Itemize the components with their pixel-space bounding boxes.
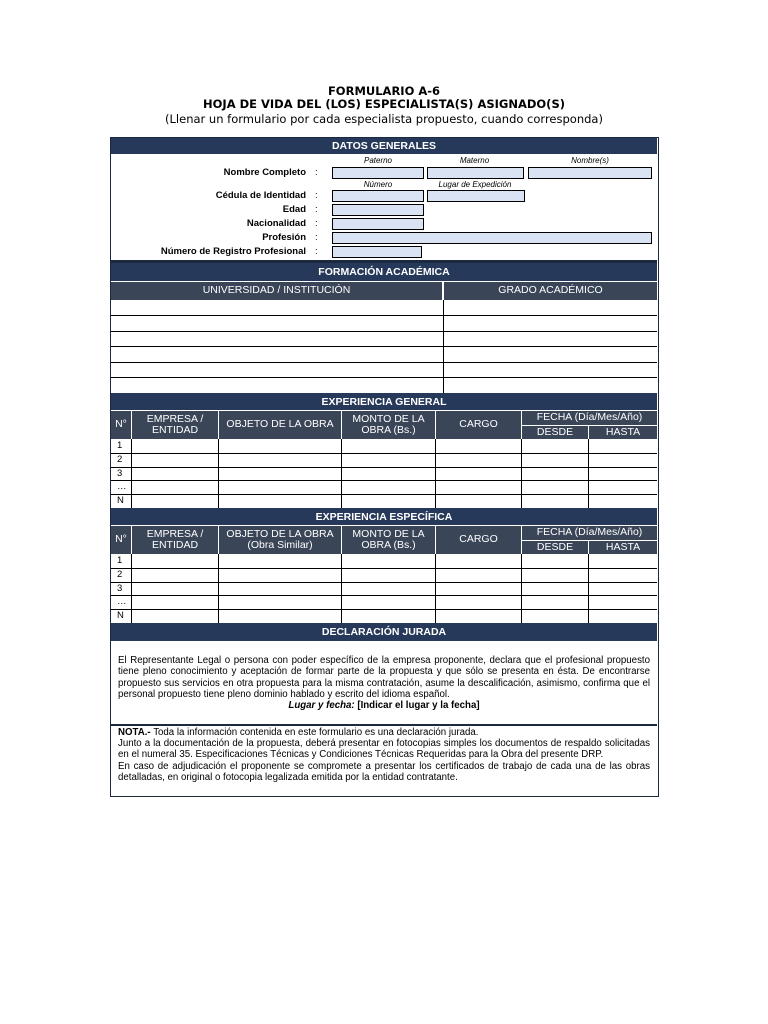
section-datos-generales-header: DATOS GENERALES bbox=[111, 138, 657, 154]
row-number: 2 bbox=[117, 454, 123, 465]
grid-line bbox=[111, 331, 657, 332]
grid-line bbox=[111, 453, 657, 454]
grid-line bbox=[588, 554, 589, 623]
lugar-fecha-label: Lugar y fecha: bbox=[288, 700, 355, 711]
label-cedula: Cédula de Identidad bbox=[215, 190, 306, 201]
sublabel-materno: Materno bbox=[459, 156, 490, 165]
row-number: … bbox=[117, 481, 127, 492]
field-lugar-expedicion[interactable] bbox=[427, 190, 525, 202]
column-empresa: EMPRESA / ENTIDAD bbox=[132, 411, 218, 439]
grid-line bbox=[435, 554, 436, 623]
column-universidad: UNIVERSIDAD / INSTITUCIÓN bbox=[111, 282, 442, 300]
field-apellido-materno[interactable] bbox=[427, 167, 524, 179]
colon: : bbox=[315, 218, 318, 229]
row-number: 3 bbox=[117, 468, 123, 479]
grid-line bbox=[131, 439, 132, 508]
column-hasta: HASTA bbox=[589, 426, 657, 439]
grid-line bbox=[111, 480, 657, 481]
column-monto: MONTO DE LA OBRA (Bs.) bbox=[342, 526, 435, 554]
colon: : bbox=[315, 204, 318, 215]
lugar-fecha bbox=[111, 700, 657, 711]
row-number: N bbox=[117, 610, 124, 621]
grid-line bbox=[588, 439, 589, 508]
section-divider bbox=[111, 724, 657, 726]
grid-line bbox=[341, 554, 342, 623]
declaracion-text: El Representante Legal o persona con poder específico de la empresa proponente, declara que el profesional propuesto tiene pleno conocimiento y aceptación de formar parte de la propuesta y que sólo se presenta en ésta. De encontrarse propuesto sus servicios en otra propuesta para la misma contratación, asume la descalificación, asimismo, confirma que el personal propuesto tiene pleno dominio hablado y escrito del idioma español. bbox=[118, 655, 650, 700]
grid-line bbox=[341, 439, 342, 508]
colon: : bbox=[315, 232, 318, 243]
nota-label: NOTA.- bbox=[118, 727, 151, 738]
row-number: 1 bbox=[117, 555, 123, 566]
sublabel-numero: Número bbox=[363, 180, 393, 189]
row-number: N bbox=[117, 495, 124, 506]
nota-block bbox=[118, 727, 650, 783]
column-numero: N° bbox=[111, 411, 131, 439]
sublabel-paterno: Paterno bbox=[363, 156, 393, 165]
grid-line bbox=[111, 362, 657, 363]
column-grado-academico: GRADO ACADÉMICO bbox=[444, 282, 657, 300]
field-nombres[interactable] bbox=[528, 167, 652, 179]
form-title: HOJA DE VIDA DEL (LOS) ESPECIALISTA(S) ASIGNADO(S) bbox=[203, 97, 565, 111]
field-profesion[interactable] bbox=[332, 232, 652, 244]
column-objeto: OBJETO DE LA OBRA bbox=[219, 411, 341, 439]
label-edad: Edad bbox=[282, 204, 306, 215]
column-desde: DESDE bbox=[522, 541, 588, 554]
form-instructions: (Llenar un formulario por cada especialista propuesto, cuando corresponda) bbox=[165, 112, 603, 126]
column-fecha: FECHA (Día/Mes/Año) bbox=[522, 411, 657, 425]
grid-line bbox=[111, 595, 657, 596]
grid-line bbox=[111, 315, 657, 316]
grid-line bbox=[111, 494, 657, 495]
grid-line bbox=[111, 346, 657, 347]
sublabel-nombres: Nombre(s) bbox=[571, 156, 609, 165]
column-cargo: CARGO bbox=[436, 526, 521, 554]
field-registro-profesional[interactable] bbox=[332, 246, 422, 258]
field-edad[interactable] bbox=[332, 204, 424, 216]
document-title bbox=[0, 85, 768, 127]
column-desde: DESDE bbox=[522, 426, 588, 439]
grid-line bbox=[131, 554, 132, 623]
column-fecha: FECHA (Día/Mes/Año) bbox=[522, 526, 657, 540]
grid-line bbox=[435, 439, 436, 508]
grid-line bbox=[111, 467, 657, 468]
grid-line bbox=[218, 439, 219, 508]
grid-line bbox=[111, 377, 657, 378]
grid-line bbox=[521, 554, 522, 623]
grid-line bbox=[521, 439, 522, 508]
colon: : bbox=[315, 190, 318, 201]
label-profesion: Profesión bbox=[262, 232, 306, 243]
field-nacionalidad[interactable] bbox=[332, 218, 424, 230]
field-cedula-numero[interactable] bbox=[332, 190, 424, 202]
label-nombre-completo: Nombre Completo bbox=[223, 167, 306, 178]
colon: : bbox=[315, 167, 318, 178]
label-nacionalidad: Nacionalidad bbox=[246, 218, 306, 229]
label-registro-profesional: Número de Registro Profesional bbox=[160, 246, 306, 257]
column-numero: N° bbox=[111, 526, 131, 554]
section-experiencia-especifica-header: EXPERIENCIA ESPECÍFICA bbox=[111, 508, 657, 525]
grid-line bbox=[111, 609, 657, 610]
row-number: … bbox=[117, 596, 127, 607]
row-number: 2 bbox=[117, 569, 123, 580]
column-objeto: OBJETO DE LA OBRA (Obra Similar) bbox=[219, 526, 341, 554]
row-number: 3 bbox=[117, 583, 123, 594]
nota-line-2: Junto a la documentación de la propuesta, deberá presentar en fotocopias simples los documentos de respaldo solicitadas en el numeral 35. Especificaciones Técnicas y Condiciones Técnicas Requeridas para la Obra del presente DRP. bbox=[118, 738, 650, 761]
grid-line bbox=[218, 554, 219, 623]
sublabel-lugar-expedicion: Lugar de Expedición bbox=[438, 180, 512, 189]
column-hasta: HASTA bbox=[589, 541, 657, 554]
grid-line bbox=[111, 582, 657, 583]
column-monto: MONTO DE LA OBRA (Bs.) bbox=[342, 411, 435, 439]
section-formacion-header: FORMACIÓN ACADÉMICA bbox=[111, 263, 657, 281]
nota-line-3: En caso de adjudicación el proponente se compromete a presentar los certificados de trabajo de cada una de las obras detalladas, en original o fotocopia legalizada emitida por la entidad contratante. bbox=[118, 760, 650, 783]
column-empresa: EMPRESA / ENTIDAD bbox=[132, 526, 218, 554]
section-experiencia-general-header: EXPERIENCIA GENERAL bbox=[111, 393, 657, 410]
field-apellido-paterno[interactable] bbox=[332, 167, 424, 179]
lugar-fecha-value: [Indicar el lugar y la fecha] bbox=[357, 700, 480, 711]
column-cargo: CARGO bbox=[436, 411, 521, 439]
colon: : bbox=[315, 246, 318, 257]
section-declaracion-header: DECLARACIÓN JURADA bbox=[111, 623, 657, 641]
nota-line-1: NOTA.- Toda la información contenida en este formulario es una declaración jurada. bbox=[118, 727, 479, 738]
form-code: FORMULARIO A-6 bbox=[327, 84, 441, 98]
grid-line bbox=[111, 568, 657, 569]
cv-form bbox=[110, 137, 659, 797]
row-number: 1 bbox=[117, 440, 123, 451]
